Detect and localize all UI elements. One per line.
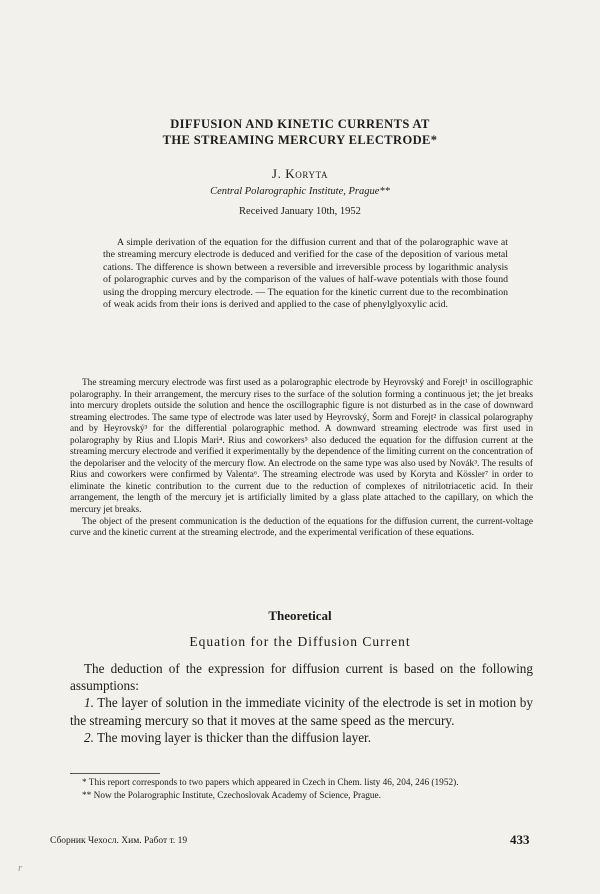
assumption-1 (70, 694, 533, 728)
section-heading: Theoretical (268, 608, 332, 623)
assumption-1-text: The layer of solution in the immediate vicinity of the electrode is set in motion by the streaming mercury so that it moves at the same speed as the mercury. (70, 695, 533, 728)
assumptions-intro: The deduction of the expression for diffusion current is based on the following assumptions: (70, 661, 533, 694)
title-line-1: DIFFUSION AND KINETIC CURRENTS AT (170, 117, 430, 131)
intro-paragraph-2: The object of the present communication is the deduction of the equations for the diffusion current, the current-voltage curve and the kinetic current at the streaming electrode, and the experimental verification of these equations. (70, 516, 533, 539)
footnote-rule (70, 773, 160, 774)
introduction (70, 378, 533, 540)
affiliation: Central Polarographic Institute, Prague** (210, 186, 390, 197)
author (0, 166, 600, 182)
footnote-1: * This report corresponds to two papers which appeared in Czech in Chem. listy 46, 204, 246 (1952). (82, 778, 459, 788)
margin-mark: r (18, 862, 23, 874)
page-number: 433 (510, 832, 530, 847)
footnote-2: ** Now the Polarographic Institute, Czechoslovak Academy of Science, Prague. (82, 790, 381, 801)
paper-title (70, 116, 530, 148)
author-initial: J. (271, 166, 286, 181)
assumption-2-text: The moving layer is thicker than the diffusion layer. (93, 729, 372, 745)
intro-paragraph-1: The streaming mercury electrode was first used as a polarographic electrode by Heyrovský and Forejt¹ in oscillographic polarography. In their arrangement, the mercury rises to the surface of the solution forming a continuous jet; the jet breaks into mercury droplets outside the solution and hence the oscillographic figure is not disturbed as in the case of downward streaming electrodes. The same type of electrode was later used by Heyrovský, Šorm and Forejt² in classical polarography and by Heyrovský³ for the differential polarographic method. A downward streaming electrode was first used in polarography by Rius and Llopis Mari⁴. Rius and coworkers⁵ also deduced the equation for the diffusion current at the streaming mercury electrode and verified it experimentally by the dependence of the limiting current on the concentration of the depolariser and the velocity of the mercury flow. An electrode on the same type was also used by Novák³. The results of Rius and coworkers were confirmed by Valenta⁶. The streaming electrode was used by Koryta and Kössler⁷ in order to eliminate the kinetic contribution to the current due to the reduction of complexes of nitrilotriacetic acid. In their arrangement, the length of the mercury jet is artificially limited by a glass plate attached to the capillary, on which the mercury jet breaks. (70, 378, 533, 516)
received-date: Received January 10th, 1952 (239, 206, 361, 217)
main-text (70, 660, 533, 746)
assumption-2 (70, 729, 533, 746)
subsection-heading: Equation for the Diffusion Current (189, 634, 411, 649)
abstract: A simple derivation of the equation for the diffusion current and that of the polarographic wave at the streaming mercury electrode is deduced and verified for the case of the deposition of various metal cations. The difference is shown between a reversible and irreversible process by logarithmic analysis of polarographic curves and by the comparison of the values of half-wave potentials with those found using the dropping mercury electrode. — The equation for the kinetic current due to the recombination of weak acids from their ions is derived and applied to the case of phenylglyoxylic acid. (103, 237, 508, 311)
journal-footer: Сборник Чехосл. Хим. Работ т. 19 (50, 836, 188, 846)
assumption-1-number: 1. (84, 695, 94, 711)
title-line-2: THE STREAMING MERCURY ELECTRODE* (162, 133, 438, 147)
footnotes (70, 777, 533, 802)
assumption-2-number: 2. (84, 729, 94, 745)
author-name: Koryta (285, 166, 329, 181)
